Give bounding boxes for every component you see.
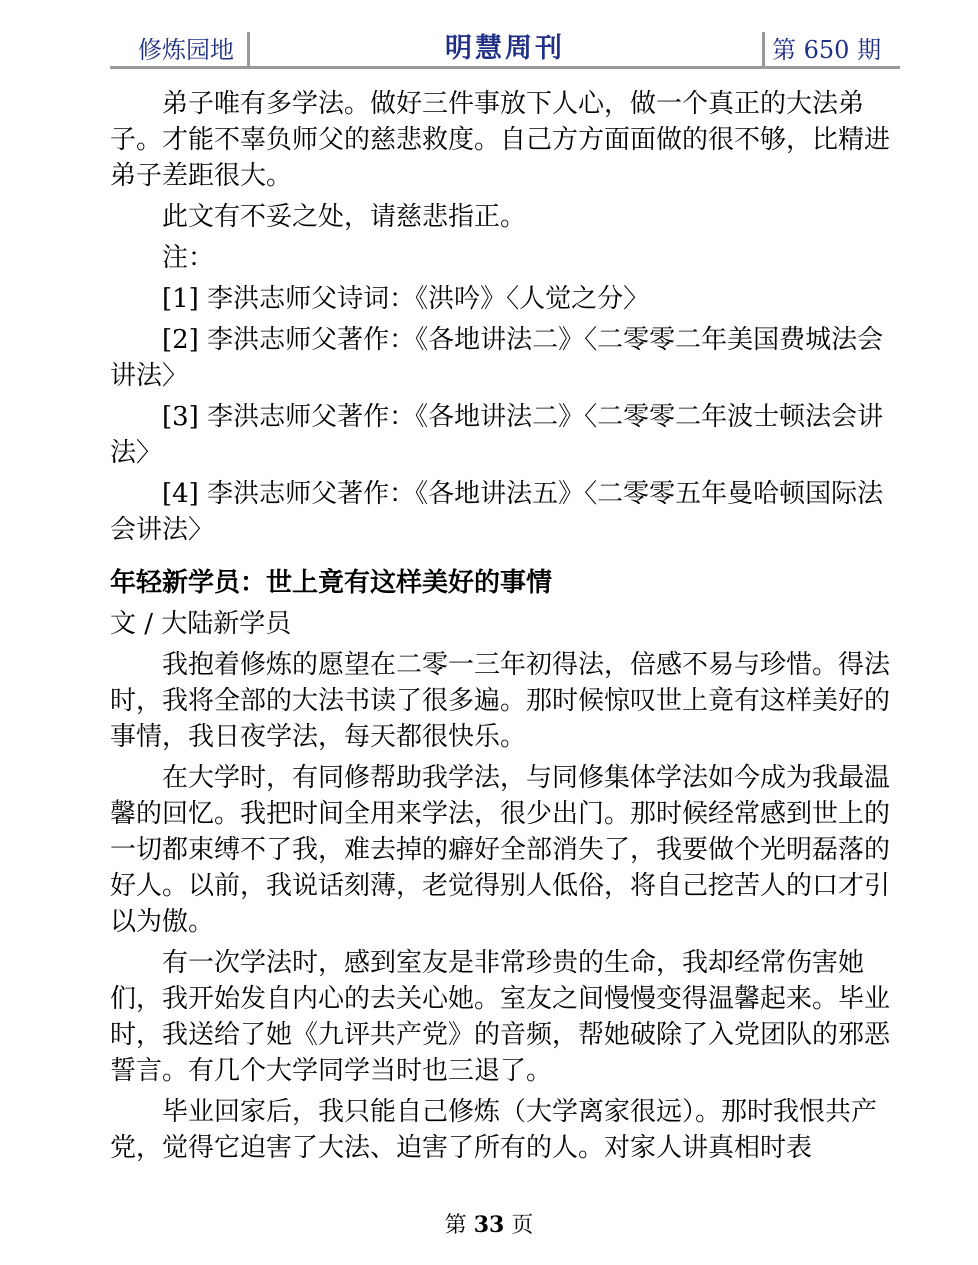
page-prefix: 第: [444, 1213, 467, 1238]
publication-title: 明慧周刊: [445, 33, 565, 64]
page-suffix: 页: [511, 1213, 534, 1238]
page-footer: [0, 1208, 978, 1239]
header-divider-right: [762, 32, 765, 66]
footnote: [4] 李洪志师父著作：《各地讲法五》〈二零零五年曼哈顿国际法会讲法〉: [110, 479, 884, 545]
body-paragraph: 我抱着修炼的愿望在二零一三年初得法，倍感不易与珍惜。得法时，我将全部的大法书读了很多遍。那时候惊叹世上竟有这样美好的事情，我日夜学法，每天都很快乐。: [110, 650, 891, 752]
body-paragraph: 毕业回家后，我只能自己修炼（大学离家很远）。那时我恨共产党，觉得它迫害了大法、迫害了所有的人。对家人讲真相时表: [110, 1097, 878, 1163]
footnote: [2] 李洪志师父著作：《各地讲法二》〈二零零二年美国费城法会讲法〉: [110, 325, 884, 391]
issue-number: 第 650 期: [772, 36, 882, 64]
notes-heading: 注：: [162, 243, 215, 273]
page-body: [110, 86, 898, 1166]
footnote: [1] 李洪志师父诗词：《洪吟》〈人觉之分〉: [162, 284, 650, 314]
header-rule: [110, 66, 900, 69]
article-byline: 文 / 大陆新学员: [110, 609, 292, 639]
page-number: 33: [473, 1212, 505, 1238]
body-paragraph: 有一次学法时，感到室友是非常珍贵的生命，我却经常伤害她们，我开始发自内心的去关心她。室友之间慢慢变得温馨起来。毕业时，我送给了她《九评共产党》的音频，帮她破除了入党团队的邪恶誓言。有几个大学同学当时也三退了。: [110, 948, 891, 1086]
body-paragraph: 弟子唯有多学法。做好三件事放下人心，做一个真正的大法弟子。才能不辜负师父的慈悲救度。自己方方面面做的很不够，比精进弟子差距很大。: [110, 89, 891, 191]
body-paragraph: 此文有不妥之处，请慈悲指正。: [162, 202, 527, 232]
body-paragraph: 在大学时，有同修帮助我学法，与同修集体学法如今成为我最温馨的回忆。我把时间全用来学法，很少出门。那时候经常感到世上的一切都束缚不了我，难去掉的癖好全部消失了，我要做个光明磊落的好人。以前，我说话刻薄，老觉得别人低俗，将自己挖苦人的口才引以为傲。: [110, 763, 891, 937]
footnote: [3] 李洪志师父著作：《各地讲法二》〈二零零二年波士顿法会讲法〉: [110, 402, 884, 468]
page-header: [110, 26, 900, 68]
section-label: 修炼园地: [138, 36, 234, 64]
article-title: 年轻新学员：世上竟有这样美好的事情: [110, 568, 553, 598]
